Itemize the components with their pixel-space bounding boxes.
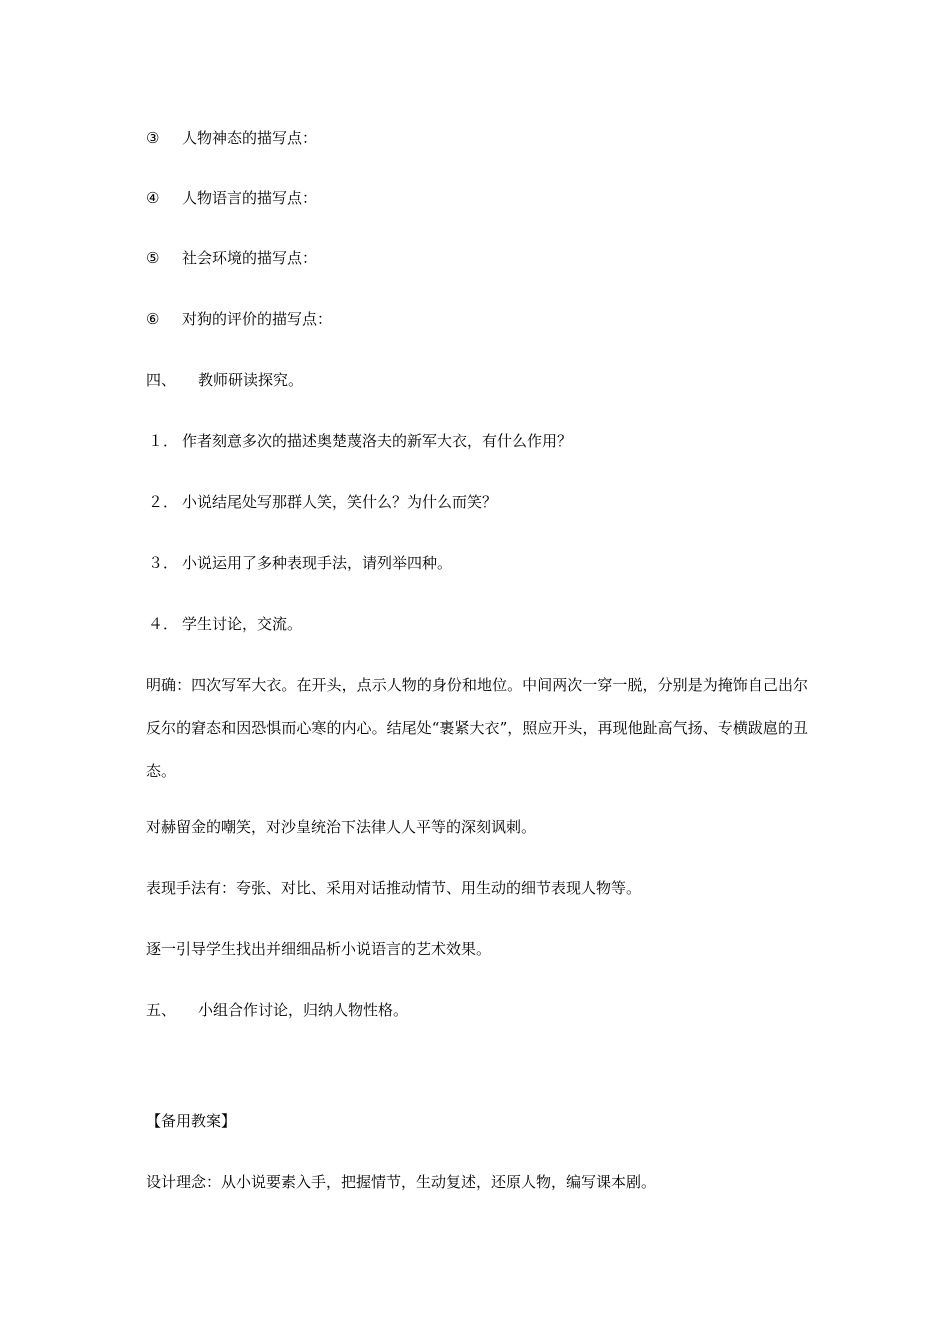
question-number: ２． [148,493,179,511]
answer-paragraph-4: 逐一引导学生找出并细细品析小说语言的艺术效果。 [146,940,492,958]
section-title: 小组合作讨论，归纳人物性格。 [198,1001,409,1019]
question-text: 小说运用了多种表现手法，请列举四种。 [182,554,453,572]
answer-paragraph-2: 对赫留金的嘲笑，对沙皇统治下法律人人平等的深刻讽刺。 [146,818,537,836]
describe-point-4 [146,188,317,208]
design-concept: 设计理念：从小说要素入手，把握情节，生动复述，还原人物，编写课本剧。 [146,1173,657,1191]
section-number: 五、 [146,1001,177,1019]
point-text: 社会环境的描写点： [182,249,318,267]
point-number: ③ [146,129,160,147]
section-4-heading [146,370,303,390]
describe-point-3 [146,128,317,148]
point-text: 对狗的评价的描写点： [182,310,333,328]
answer-paragraph-3: 表现手法有：夸张、对比、采用对话推动情节、用生动的细节表现人物等。 [146,879,642,897]
point-text: 人物语言的描写点： [182,189,318,207]
question-number: ３． [148,554,179,572]
describe-point-5 [146,248,317,268]
describe-point-6 [146,309,332,329]
section-number: 四、 [146,371,177,389]
point-number: ⑥ [146,310,160,328]
question-text: 学生讨论，交流。 [182,615,303,633]
question-text: 小说结尾处写那群人笑，笑什么？为什么而笑？ [182,493,498,511]
question-number: ４． [148,615,179,633]
point-text: 人物神态的描写点： [182,129,318,147]
backup-plan-heading: 【备用教案】 [146,1112,237,1130]
section-title: 教师研读探究。 [198,371,304,389]
question-number: １． [148,432,179,450]
question-1 [146,431,572,451]
question-2 [146,492,497,512]
question-3 [146,553,452,573]
point-number: ④ [146,189,160,207]
section-5-heading [146,1000,408,1020]
question-4 [146,614,302,634]
point-number: ⑤ [146,249,160,267]
question-text: 作者刻意多次的描述奥楚蔑洛夫的新军大衣，有什么作用？ [182,432,573,450]
answer-paragraph-1: 明确：四次写军大衣。在开头，点示人物的身份和地位。中间两次一穿一脱，分别是为掩饰自己出尔反尔的窘态和因恐惧而心寒的内心。结尾处“裹紧大衣”，照应开头，再现他趾高气扬、专横跋扈的丑态。 [146,676,808,780]
